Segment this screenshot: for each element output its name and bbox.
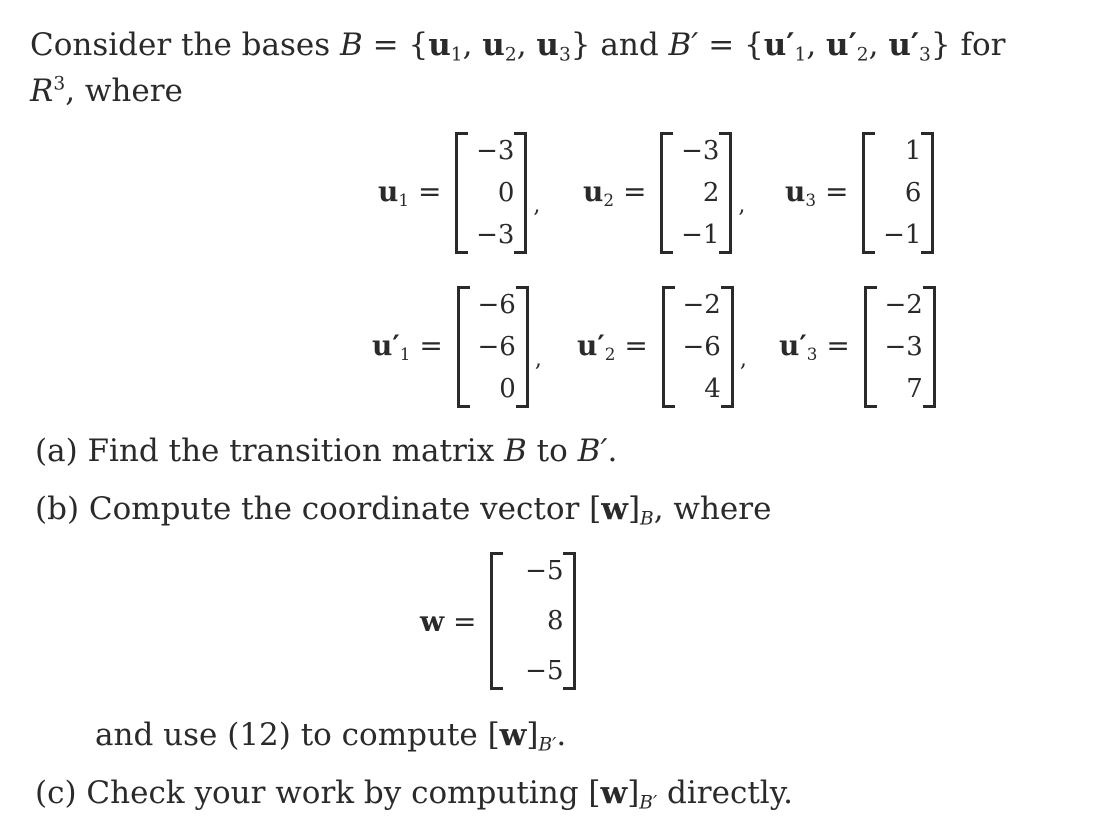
label-sub: 3 bbox=[806, 344, 818, 365]
basis-subscript: B bbox=[640, 508, 654, 530]
vector-u3-prime bbox=[779, 286, 936, 408]
w-symbol: w bbox=[499, 717, 527, 753]
close-brace-and: } and bbox=[570, 27, 669, 63]
vector-u1 bbox=[378, 132, 540, 254]
close-brace-for: } for bbox=[930, 27, 1006, 63]
matrix-entry: 1 bbox=[904, 136, 922, 166]
close-bracket: ] bbox=[526, 717, 539, 753]
u1-symbol: u bbox=[428, 27, 451, 63]
u2-symbol: u bbox=[482, 27, 505, 63]
matrix-entry: 6 bbox=[904, 178, 922, 208]
matrix-bracket bbox=[455, 132, 527, 254]
equals-sign: = bbox=[817, 329, 850, 363]
matrix-entry: −3 bbox=[884, 332, 923, 362]
label-main: u′ bbox=[577, 329, 605, 363]
matrix-bracket bbox=[864, 286, 936, 408]
part-c-text: Check your work by computing [ bbox=[76, 775, 601, 811]
part-b-end: , where bbox=[653, 491, 772, 527]
matrix-entry: −2 bbox=[884, 290, 923, 320]
basis-subscript: B′ bbox=[639, 792, 658, 814]
part-b2-text: and use (12) to compute [ bbox=[95, 717, 500, 753]
matrix-entry: −5 bbox=[525, 656, 564, 686]
vector-w bbox=[420, 552, 576, 690]
matrix-entry: 0 bbox=[499, 374, 516, 404]
basis-B: B bbox=[340, 27, 363, 63]
equals-sign: = bbox=[410, 329, 443, 363]
part-a bbox=[35, 433, 618, 469]
u2-subscript: 2 bbox=[504, 44, 517, 66]
vector-label bbox=[577, 329, 648, 364]
vector-u2-prime bbox=[577, 286, 747, 408]
where-text: , where bbox=[65, 73, 183, 109]
matrix-entry: −1 bbox=[883, 220, 922, 250]
matrix-entry: −5 bbox=[525, 556, 564, 586]
matrix-entry: −3 bbox=[476, 220, 515, 250]
matrix-entry: −2 bbox=[682, 290, 721, 320]
matrix-entry: 2 bbox=[702, 178, 720, 208]
u1-prime-subscript: 1 bbox=[794, 44, 807, 66]
vector-label bbox=[372, 329, 443, 364]
label-sub: 2 bbox=[604, 344, 616, 365]
part-c-tag: (c) bbox=[35, 775, 77, 811]
intro-line-1 bbox=[30, 27, 1006, 66]
period: . bbox=[607, 433, 618, 469]
equals-brace: = { bbox=[698, 27, 764, 63]
vector-label bbox=[420, 605, 476, 638]
part-b-continued bbox=[95, 717, 567, 756]
comma: , bbox=[739, 346, 747, 372]
close-bracket: ] bbox=[627, 491, 641, 527]
matrix-entry: −3 bbox=[681, 136, 720, 166]
u2-prime-subscript: 2 bbox=[856, 44, 869, 66]
matrix-entry: −6 bbox=[682, 332, 721, 362]
label-main: w bbox=[420, 604, 445, 638]
matrix-entries bbox=[476, 136, 514, 250]
vector-label bbox=[378, 175, 441, 210]
matrix-bracket bbox=[660, 132, 732, 254]
u3-subscript: 3 bbox=[558, 44, 571, 66]
comma: , bbox=[534, 346, 542, 372]
vector-label bbox=[785, 175, 848, 210]
matrix-entries bbox=[525, 556, 563, 686]
close-bracket: ] bbox=[627, 775, 640, 811]
u1-subscript: 1 bbox=[450, 44, 463, 66]
label-main: u bbox=[785, 175, 806, 209]
matrix-entries bbox=[682, 290, 720, 404]
matrix-entry: 0 bbox=[497, 178, 515, 208]
part-c bbox=[35, 775, 793, 814]
equals-sign: = bbox=[444, 604, 477, 638]
matrix-bracket bbox=[862, 132, 934, 254]
matrix-entry: 8 bbox=[546, 606, 564, 636]
comma: , bbox=[462, 27, 483, 63]
part-a-text: Find the transition matrix bbox=[77, 433, 505, 469]
basis-B-prime: B′ bbox=[577, 433, 608, 469]
matrix-entry: −3 bbox=[476, 136, 515, 166]
matrix-bracket bbox=[490, 552, 576, 690]
matrix-bracket bbox=[457, 286, 529, 408]
R-exponent: 3 bbox=[53, 73, 66, 95]
matrix-entry: −6 bbox=[477, 332, 516, 362]
label-main: u′ bbox=[779, 329, 807, 363]
vector-u1-prime bbox=[372, 286, 542, 408]
basis-subscript: B′ bbox=[538, 734, 557, 756]
u3-symbol: u bbox=[536, 27, 559, 63]
part-b bbox=[35, 491, 772, 530]
part-a-to: to bbox=[526, 433, 578, 469]
comma: , bbox=[806, 27, 827, 63]
label-sub: 1 bbox=[399, 344, 411, 365]
u3-prime-subscript: 3 bbox=[919, 44, 931, 66]
comma: , bbox=[516, 27, 537, 63]
w-symbol: w bbox=[601, 491, 628, 527]
basis-B: B bbox=[504, 433, 527, 469]
matrix-entries bbox=[477, 290, 515, 404]
matrix-entry: 7 bbox=[906, 374, 923, 404]
vector-u3 bbox=[785, 132, 934, 254]
w-symbol: w bbox=[600, 775, 628, 811]
label-main: u′ bbox=[372, 329, 400, 363]
matrix-entry: 4 bbox=[704, 374, 721, 404]
part-b-text: Compute the coordinate vector [ bbox=[79, 491, 602, 527]
vector-label bbox=[779, 329, 850, 364]
vector-u2 bbox=[583, 132, 745, 254]
label-sub: 3 bbox=[805, 190, 817, 211]
matrix-entry: −1 bbox=[681, 220, 720, 250]
comma: , bbox=[533, 192, 541, 218]
R-symbol: R bbox=[30, 73, 54, 109]
label-main: u bbox=[583, 175, 604, 209]
part-a-tag: (a) bbox=[35, 433, 78, 469]
part-c-end: directly. bbox=[657, 775, 793, 811]
equals-sign: = bbox=[614, 175, 647, 209]
u1-prime-symbol: u′ bbox=[763, 27, 795, 63]
comma: , bbox=[868, 27, 889, 63]
matrix-entries bbox=[681, 136, 719, 250]
label-main: u bbox=[378, 175, 399, 209]
u3-prime-symbol: u′ bbox=[888, 27, 920, 63]
basis-B-prime: B′ bbox=[668, 27, 699, 63]
matrix-entry: −6 bbox=[477, 290, 516, 320]
vector-label bbox=[583, 175, 646, 210]
matrix-bracket bbox=[662, 286, 734, 408]
period: . bbox=[556, 717, 567, 753]
intro-text: Consider the bases bbox=[30, 27, 340, 63]
equals-sign: = bbox=[409, 175, 442, 209]
equals-sign: = bbox=[816, 175, 849, 209]
intro-line-2 bbox=[30, 73, 183, 109]
equals-brace: = { bbox=[362, 27, 429, 63]
matrix-entries bbox=[884, 290, 922, 404]
label-sub: 2 bbox=[603, 190, 615, 211]
comma: , bbox=[738, 192, 746, 218]
u2-prime-symbol: u′ bbox=[826, 27, 857, 63]
part-b-tag: (b) bbox=[35, 491, 80, 527]
label-sub: 1 bbox=[398, 190, 410, 211]
equals-sign: = bbox=[615, 329, 648, 363]
matrix-entries bbox=[883, 136, 921, 250]
